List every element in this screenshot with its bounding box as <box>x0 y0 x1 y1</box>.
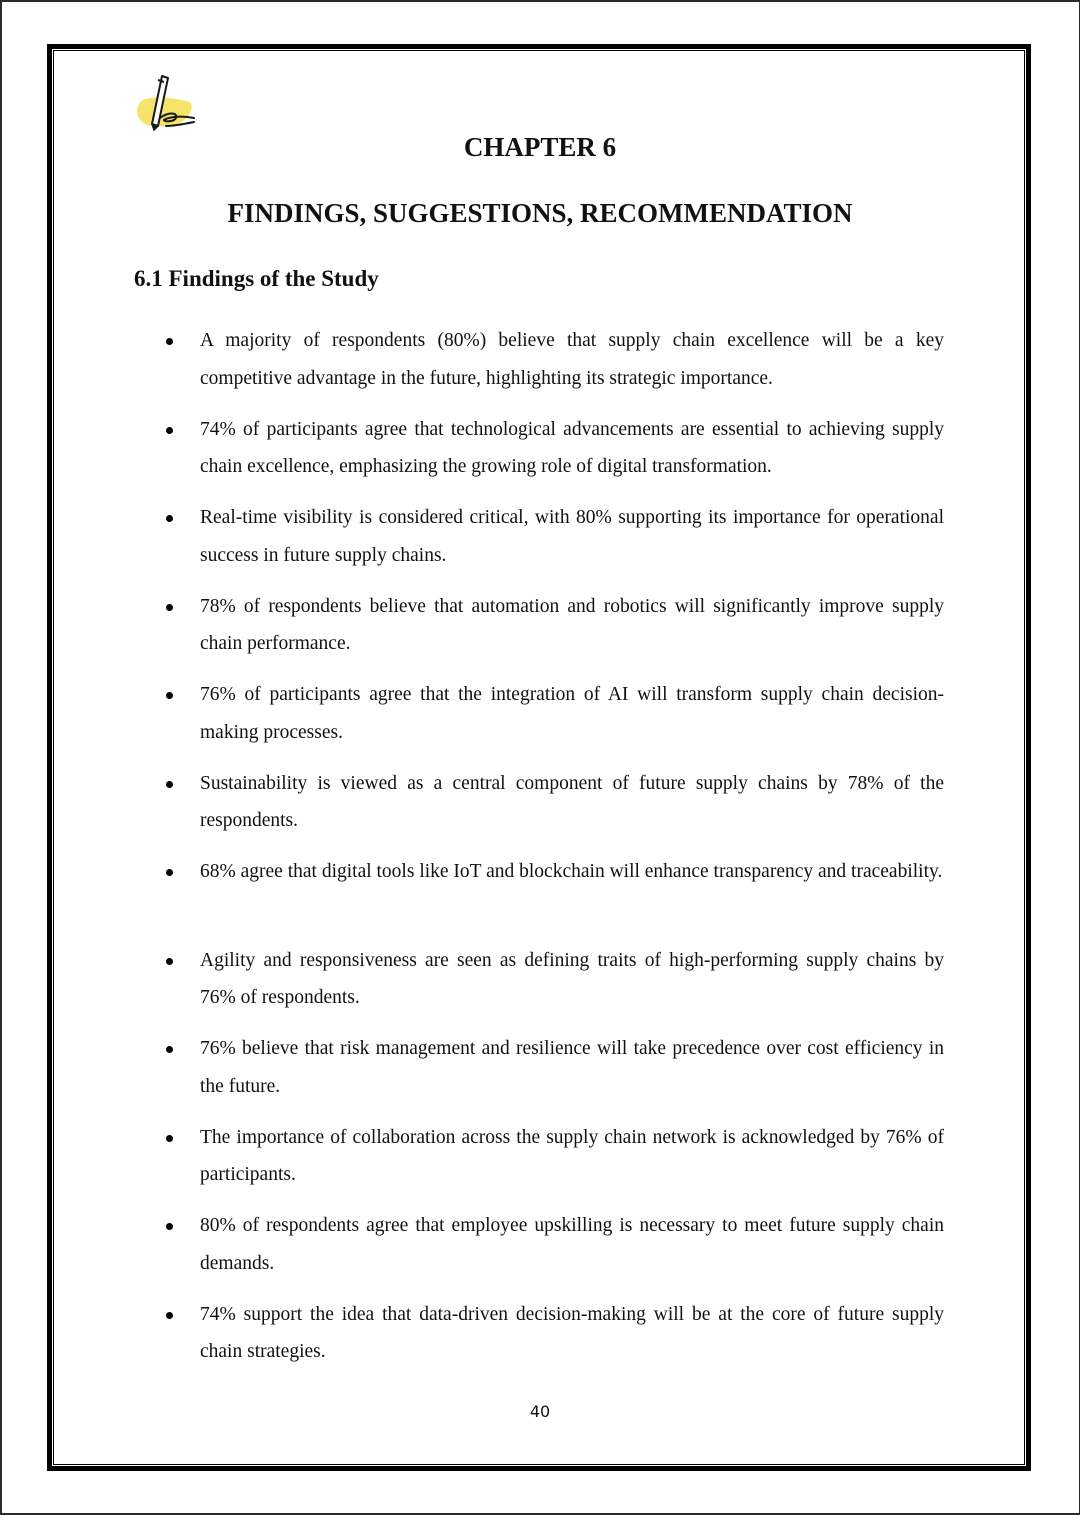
bullet-icon <box>166 338 173 345</box>
bullet-icon <box>166 958 173 965</box>
bullet-icon <box>166 1135 173 1142</box>
bullet-icon <box>166 781 173 788</box>
finding-text: 80% of respondents agree that employee upskilling is necessary to meet future supply chain demands. <box>200 1215 944 1274</box>
finding-text: 76% of participants agree that the integration of AI will transform supply chain decision-making processes. <box>200 684 944 743</box>
bullet-icon <box>166 604 173 611</box>
list-item <box>0 1207 1080 1296</box>
list-item <box>0 322 1080 411</box>
findings-list <box>0 322 1080 1384</box>
pencil-note-icon <box>134 72 200 132</box>
finding-text: 68% agree that digital tools like IoT and blockchain will enhance transparency and traceability. <box>200 861 943 882</box>
list-item <box>0 1119 1080 1208</box>
list-item <box>0 499 1080 588</box>
list-item <box>0 1296 1080 1385</box>
finding-text: 76% believe that risk management and resilience will take precedence over cost efficiency in the future. <box>200 1038 944 1097</box>
list-item <box>0 942 1080 1031</box>
bullet-icon <box>166 1046 173 1053</box>
finding-text: Agility and responsiveness are seen as defining traits of high-performing supply chains by 76% of respondents. <box>200 949 944 1008</box>
chapter-number: CHAPTER 6 <box>463 132 617 162</box>
bullet-icon <box>166 692 173 699</box>
list-item <box>0 853 1080 942</box>
bullet-icon <box>166 515 173 522</box>
finding-text: 78% of respondents believe that automation and robotics will significantly improve supply chain performance. <box>200 595 944 654</box>
finding-text: The importance of collaboration across the supply chain network is acknowledged by 76% of participants. <box>200 1126 944 1185</box>
list-item <box>0 1030 1080 1119</box>
list-item <box>0 765 1080 854</box>
finding-text: 74% of participants agree that technological advancements are essential to achieving supply chain excellence, emphasizing the growing role of digital transformation. <box>200 418 944 477</box>
finding-text: Real-time visibility is considered critical, with 80% supporting its importance for operational success in future supply chains. <box>200 507 944 566</box>
finding-text: A majority of respondents (80%) believe that supply chain excellence will be a key competitive advantage in the future, highlighting its strategic importance. <box>200 330 944 389</box>
chapter-title: FINDINGS, SUGGESTIONS, RECOMMENDATION <box>227 198 853 228</box>
page-number: 40 <box>529 1402 551 1421</box>
bullet-icon <box>166 427 173 434</box>
bullet-icon <box>166 1223 173 1230</box>
bullet-icon <box>166 1312 173 1319</box>
list-item <box>0 588 1080 677</box>
finding-text: 74% support the idea that data-driven decision-making will be at the core of future supply chain strategies. <box>200 1303 944 1362</box>
list-item <box>0 676 1080 765</box>
section-heading: 6.1 Findings of the Study <box>134 266 379 291</box>
bullet-icon <box>166 869 173 876</box>
finding-text: Sustainability is viewed as a central component of future supply chains by 78% of the respondents. <box>200 772 944 831</box>
list-item <box>0 411 1080 500</box>
